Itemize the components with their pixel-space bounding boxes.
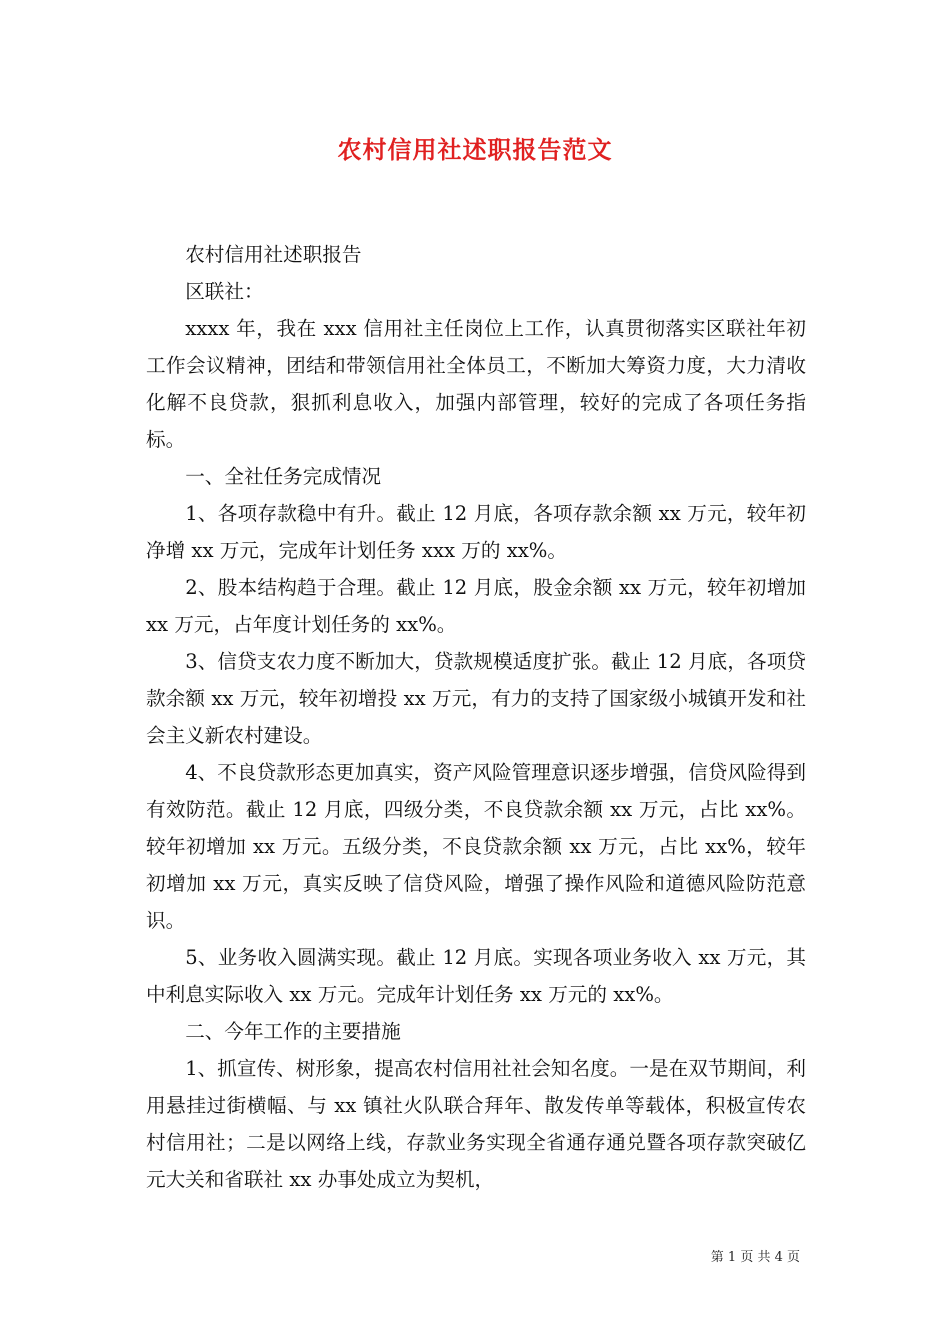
section-heading-2: 二、今年工作的主要措施 — [185, 1020, 401, 1043]
document-body — [146, 236, 806, 1198]
section-heading-1: 一、全社任务完成情况 — [185, 465, 382, 488]
salutation: 区联社： — [185, 280, 264, 303]
paragraph-bad-loans: 4、不良贷款形态更加真实，资产风险管理意识逐步增强，信贷风险得到有效防范。截止 12 月底，四级分类，不良贷款余额 xx 万元，占比 xx%。较年初增加 xx 万元。五级分类，不良贷款余额 xx 万元，占比 xx%，较年初增加 xx 万元，真实反映了信贷风险，增强了操作风险和道德风险防范意识。 — [146, 761, 806, 932]
paragraph-publicity: 1、抓宣传、树形象，提高农村信用社社会知名度。一是在双节期间，利用悬挂过街横幅、与 xx 镇社火队联合拜年、散发传单等载体，积极宣传农村信用社；二是以网络上线，存款业务实现全省通存通兑暨各项存款突破亿元大关和省联社 xx 办事处成立为契机， — [146, 1057, 806, 1191]
paragraph-equity: 2、股本结构趋于合理。截止 12 月底，股金余额 xx 万元，较年初增加 xx 万元，占年度计划任务的 xx%。 — [146, 576, 806, 636]
document-title: 农村信用社述职报告范文 — [337, 135, 613, 164]
intro-paragraph: xxxx 年，我在 xxx 信用社主任岗位上工作，认真贯彻落实区联社年初工作会议精神，团结和带领信用社全体员工，不断加大筹资力度，大力清收化解不良贷款，狠抓利息收入，加强内部管理，较好的完成了各项任务指标。 — [146, 317, 806, 451]
paragraph-loans: 3、信贷支农力度不断加大，贷款规模适度扩张。截止 12 月底，各项贷款余额 xx 万元，较年初增投 xx 万元，有力的支持了国家级小城镇开发和社会主义新农村建设。 — [146, 650, 806, 747]
page-number: 第 1 页 共 4 页 — [710, 1250, 800, 1265]
report-heading: 农村信用社述职报告 — [185, 243, 362, 266]
paragraph-income: 5、业务收入圆满实现。截止 12 月底。实现各项业务收入 xx 万元，其中利息实际收入 xx 万元。完成年计划任务 xx 万元的 xx%。 — [146, 946, 806, 1006]
paragraph-deposits: 1、各项存款稳中有升。截止 12 月底，各项存款余额 xx 万元，较年初净增 xx 万元，完成年计划任务 xxx 万的 xx%。 — [146, 502, 806, 562]
